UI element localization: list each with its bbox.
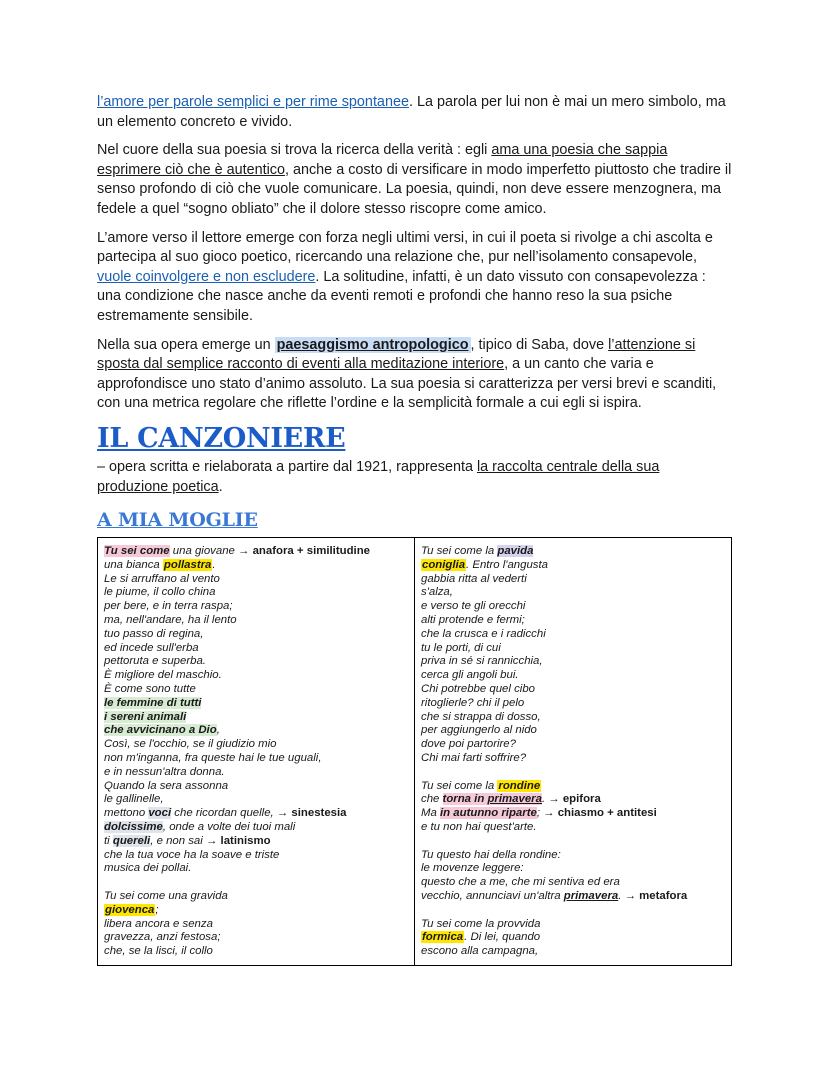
poem-verse-line: le movenze leggere: [421,862,524,875]
verse-fragment: Tu sei come la [421,545,498,558]
intro-link-2[interactable]: vuole coinvolgere e non escludere [97,268,316,285]
verse-fragment: quereli [112,834,151,847]
poem-table [97,537,732,966]
poem-verse-line [421,890,725,904]
poem-verse-line: È come sono tutte [104,683,196,696]
verse-fragment: . [541,793,549,806]
poem-verse-line [104,545,408,559]
paragraph-text: la raccolta centrale della sua produzione poetica [97,458,660,495]
verse-fragment: , [216,724,220,737]
canzoniere-description [97,458,733,497]
verse-fragment: primavera [487,793,542,806]
poem-verse-line [104,697,408,711]
section-heading: IL CANZONIERE [97,422,346,454]
verse-fragment: , onde a volte dei tuoi mali [162,821,296,834]
verse-fragment: . Di lei, quando [464,931,541,944]
poem-verse-line: escono alla campagna, [421,945,539,958]
verse-fragment: i sereni animali [104,710,187,723]
verse-fragment: . Entro l'angusta [466,558,549,571]
poem-title: A MIA MOGLIE [97,509,258,532]
poem-verse-line: pettoruta e superba. [104,655,206,668]
intro-paragraph-3 [97,229,733,327]
paragraph-text: l’attenzione si sposta dal semplice racconto di eventi alla meditazione interiore [97,336,696,373]
poem-verse-line [104,724,408,738]
paragraph-text: . [218,478,223,495]
annotation: → latinismo [205,834,271,847]
poem-right-column [415,538,732,966]
verse-fragment: rondine [498,779,541,792]
poem-verse-line [421,559,725,573]
poem-verse-line: per bere, e in terra raspa; [104,600,233,613]
verse-fragment: che avvicinano a Dio [104,724,217,737]
paragraph-text: . La solitudine, infatti, è un dato vissuto con consapevolezza : una condizione che nasce anche da eventi remoti e profondi che hanno reso la sua psiche estremamente sensibile. [97,268,706,324]
poem-verse-line [421,904,725,918]
poem-verse-line: questo che a me, che mi sentiva ed era [421,876,620,889]
poem-verse-line: ma, nell'andare, ha il lento [104,614,237,627]
poem-verse-line: Così, se l'occhio, se il giudizio mio [104,738,277,751]
intro-paragraph-1 [97,93,733,132]
paragraph-text: Nella sua opera emerge un [97,336,275,353]
poem-verse-line [104,835,408,849]
verse-fragment: formica [422,931,464,944]
poem-verse-line: che la crusca e i radicchi [421,627,546,640]
poem-verse-line: Tu questo hai della rondine: [421,848,561,861]
poem-verse-line: musica dei pollai. [104,862,192,875]
verse-fragment: una giovane [169,545,239,558]
verse-fragment: in autunno riparte [440,807,537,820]
poem-verse-line [421,766,725,780]
poem-verse-line: cerca gli angoli bui. [421,669,519,682]
poem-verse-line [421,931,725,945]
poem-verse-line [104,904,408,918]
poem-verse-line: per aggiungerlo al nido [421,724,537,737]
poem-verse-line: ed incede sull'erba [104,641,199,654]
verse-fragment: che [421,793,443,806]
paragraph-text: , tipico di Saba, dove [470,336,609,353]
poem-verse-line: Quando la sera assonna [104,779,229,792]
poem-verse-line: e verso te gli orecchi [421,600,526,613]
poem-verse-line [421,780,725,794]
poem-verse-line [104,876,408,890]
verse-fragment: Tu sei come la [421,779,498,792]
poem-verse-line [421,793,725,807]
verse-fragment: vecchio, annunciavi un'altra [421,890,564,903]
poem-verse-line: È migliore del maschio. [104,669,222,682]
document-page [97,93,733,966]
poem-verse-line [421,835,725,849]
verse-fragment: le femmine di tutti [104,696,202,709]
annotation: → epifora [548,793,601,806]
poem-verse-line: priva in sé si rannicchia, [421,655,543,668]
poem-verse-line: s'alza, [421,586,453,599]
verse-fragment: primavera [563,890,619,903]
poem-verse-line: tuo passo di regina, [104,627,204,640]
poem-verse-line [421,807,725,821]
intro-paragraph-2 [97,141,733,219]
verse-fragment: coniglia [422,558,466,571]
poem-verse-line: e tu non hai quest'arte. [421,821,537,834]
poem-verse-line: le piume, il collo china [104,586,216,599]
verse-fragment: giovenca [105,903,155,916]
paragraph-text: ama una poesia che sappia esprimere ciò che è autentico [97,142,668,178]
poem-verse-line: ritoglierle? chi il pelo [421,696,525,709]
verse-fragment: ; [536,807,544,820]
poem-verse-line: tu le porti, di cui [421,641,501,654]
poem-verse-line: non m'inganna, fra queste hai le tue uguali, [104,752,322,765]
paragraph-text: , anche a costo di versificare in modo imperfetto piuttosto che tradire il senso profondo di ciò che vuole comunicare. La poesia, quindi, non deve essere menzognera, ma fedele a quel “sogno obliato” che il dolore stesso riscopre come amico. [97,161,732,217]
poem-verse-line: alti protende e fermi; [421,614,525,627]
verse-fragment: ti [104,834,113,847]
poem-verse-line: dove poi partorire? [421,738,516,751]
poem-verse-line: Chi mai farti soffrire? [421,752,527,765]
poem-verse-line [421,545,725,559]
verse-fragment: ; [155,903,159,916]
paragraph-text: L’amore verso il lettore emerge con forza negli ultimi versi, in cui il poeta si rivolge a chi ascolta e partecipa al suo gioco poetico, ricercando una relazione che, pur nell’isolamento consapevole, [97,229,713,266]
poem-verse-line: che si strappa di dosso, [421,710,541,723]
poem-verse-line [104,559,408,573]
poem-verse-line: che, se la lisci, il collo [104,945,213,958]
intro-paragraph-4 [97,336,733,414]
poem-verse-line [104,711,408,725]
poem-verse-line [104,821,408,835]
verse-fragment: . [212,558,216,571]
poem-verse-line: gabbia ritta al vederti [421,572,527,585]
poem-verse-line: Le si arruffano al vento [104,572,220,585]
poem-verse-line [104,807,408,821]
annotation: → sinestesia [276,807,347,820]
verse-fragment: , e non sai [150,834,206,847]
verse-fragment: dolcissime [104,821,163,834]
verse-fragment: una bianca [104,558,163,571]
poem-verse-line: le gallinelle, [104,793,164,806]
verse-fragment: torna in [442,793,488,806]
poem-verse-line: gravezza, anzi festosa; [104,931,221,944]
verse-fragment: mettono [104,807,149,820]
verse-fragment: pollastra [163,558,212,571]
verse-fragment: che ricordan quelle, [171,807,277,820]
verse-fragment: Ma [421,807,440,820]
poem-verse-line: Tu sei come una gravida [104,890,228,903]
poem-verse-line: e in nessun'altra donna. [104,765,225,778]
annotation: → anafora + similitudine [238,545,371,558]
paragraph-text: . La parola per lui non è mai un mero simbolo, ma un elemento concreto e vivido. [97,94,726,130]
annotation: → chiasmo + antitesi [543,807,657,820]
poem-verse-line: libera ancora e senza [104,917,213,930]
paragraph-text: , a un canto che varia e approfondisce uno stato d’animo assoluto. La sua poesia si caratterizza per versi brevi e scanditi, con una metrica regolare che riflette l’ordine e la semplicità formale a cui egli si ispira. [97,356,717,412]
verse-fragment: Tu sei come [104,545,170,558]
paragraph-text: – opera scritta e rielaborata a partire dal 1921, rappresenta [97,458,477,475]
poem-verse-line: che la tua voce ha la soave e triste [104,848,280,861]
verse-fragment: pavida [497,545,534,558]
annotation: → metafora [624,890,688,903]
highlight-term: paesaggismo antropologico [276,336,469,353]
poem-verse-line: Tu sei come la provvida [421,917,541,930]
intro-link-1[interactable]: l’amore per parole semplici e per rime spontanee [97,94,409,110]
verse-fragment: voci [148,807,172,820]
poem-left-column [98,538,415,966]
paragraph-text: Nel cuore della sua poesia si trova la ricerca della verità : egli [97,142,492,159]
poem-verse-line: Chi potrebbe quel cibo [421,683,535,696]
verse-fragment: . [618,890,625,903]
